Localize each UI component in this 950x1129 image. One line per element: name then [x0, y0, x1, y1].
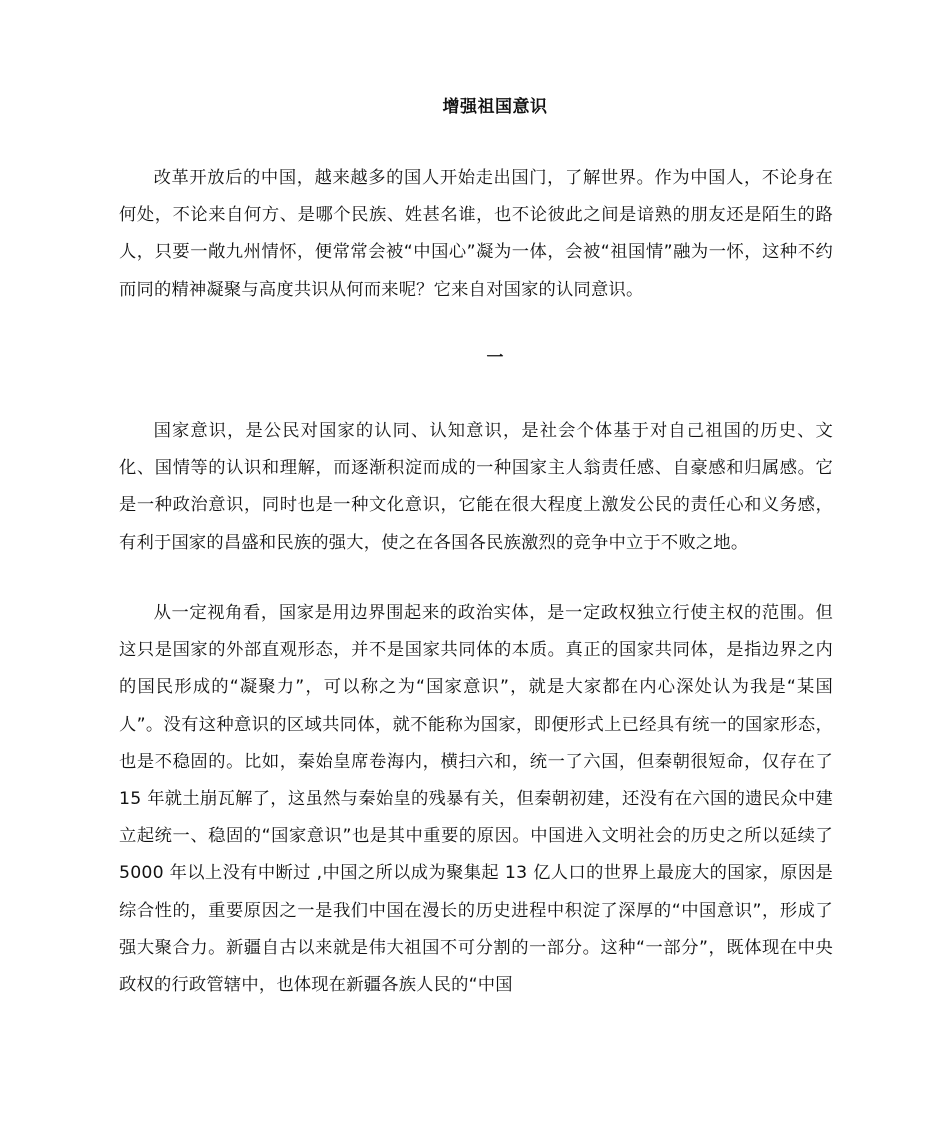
paragraph-intro: 改革开放后的中国，越来越多的国人开始走出国门，了解世界。作为中国人，不论身在何处，不论来自何方、是哪个民族、姓甚名谁，也不论彼此之间是谙熟的朋友还是陌生的路人，只要一敞九州情怀，便常常会被“中国心”凝为一体，会被“祖国情”融为一怀，这种不约而同的精神凝聚与高度共识从何而来呢？它来自对国家的认同意识。: [119, 168, 833, 300]
section-number: 一: [486, 348, 504, 368]
paragraph-national-consciousness: 国家意识，是公民对国家的认同、认知意识，是社会个体基于对自己祖国的历史、文化、国情等的认识和理解，而逐渐积淀而成的一种国家主人翁责任感、自豪感和归属感。它是一种政治意识，同时也是一种文化意识，它能在很大程度上激发公民的责任心和义务感，有利于国家的昌盛和民族的强大，使之在各国各民族激烈的竞争中立于不败之地。: [119, 421, 833, 553]
document-title: 增强祖国意识: [442, 97, 548, 117]
paragraph-nation-community: 从一定视角看，国家是用边界围起来的政治实体，是一定政权独立行使主权的范围。但这只是国家的外部直观形态，并不是国家共同体的本质。真正的国家共同体，是指边界之内的国民形成的“凝聚力”，可以称之为“国家意识”，就是大家都在内心深处认为我是“某国人”。没有这种意识的区域共同体，就不能称为国家，即便形式上已经具有统一的国家形态，也是不稳固的。比如，秦始皇席卷海内，横扫六和，统一了六国，但秦朝很短命，仅存在了 15 年就土崩瓦解了，这虽然与秦始皇的残暴有关，但秦朝初建，还没有在六国的遗民众中建立起统一、稳固的“国家意识”也是其中重要的原因。中国进入文明社会的历史之所以延续了 5000 年以上没有中断过 ,中国之所以成为聚集起 13 亿人口的世界上最庞大的国家，原因是综合性的，重要原因之一是我们中国在漫长的历史进程中积淀了深厚的“中国意识”，形成了强大聚合力。新疆自古以来就是伟大祖国不可分割的一部分。这种“一部分”，既体现在中央政权的行政管辖中，也体现在新疆各族人民的“中国: [119, 603, 833, 996]
